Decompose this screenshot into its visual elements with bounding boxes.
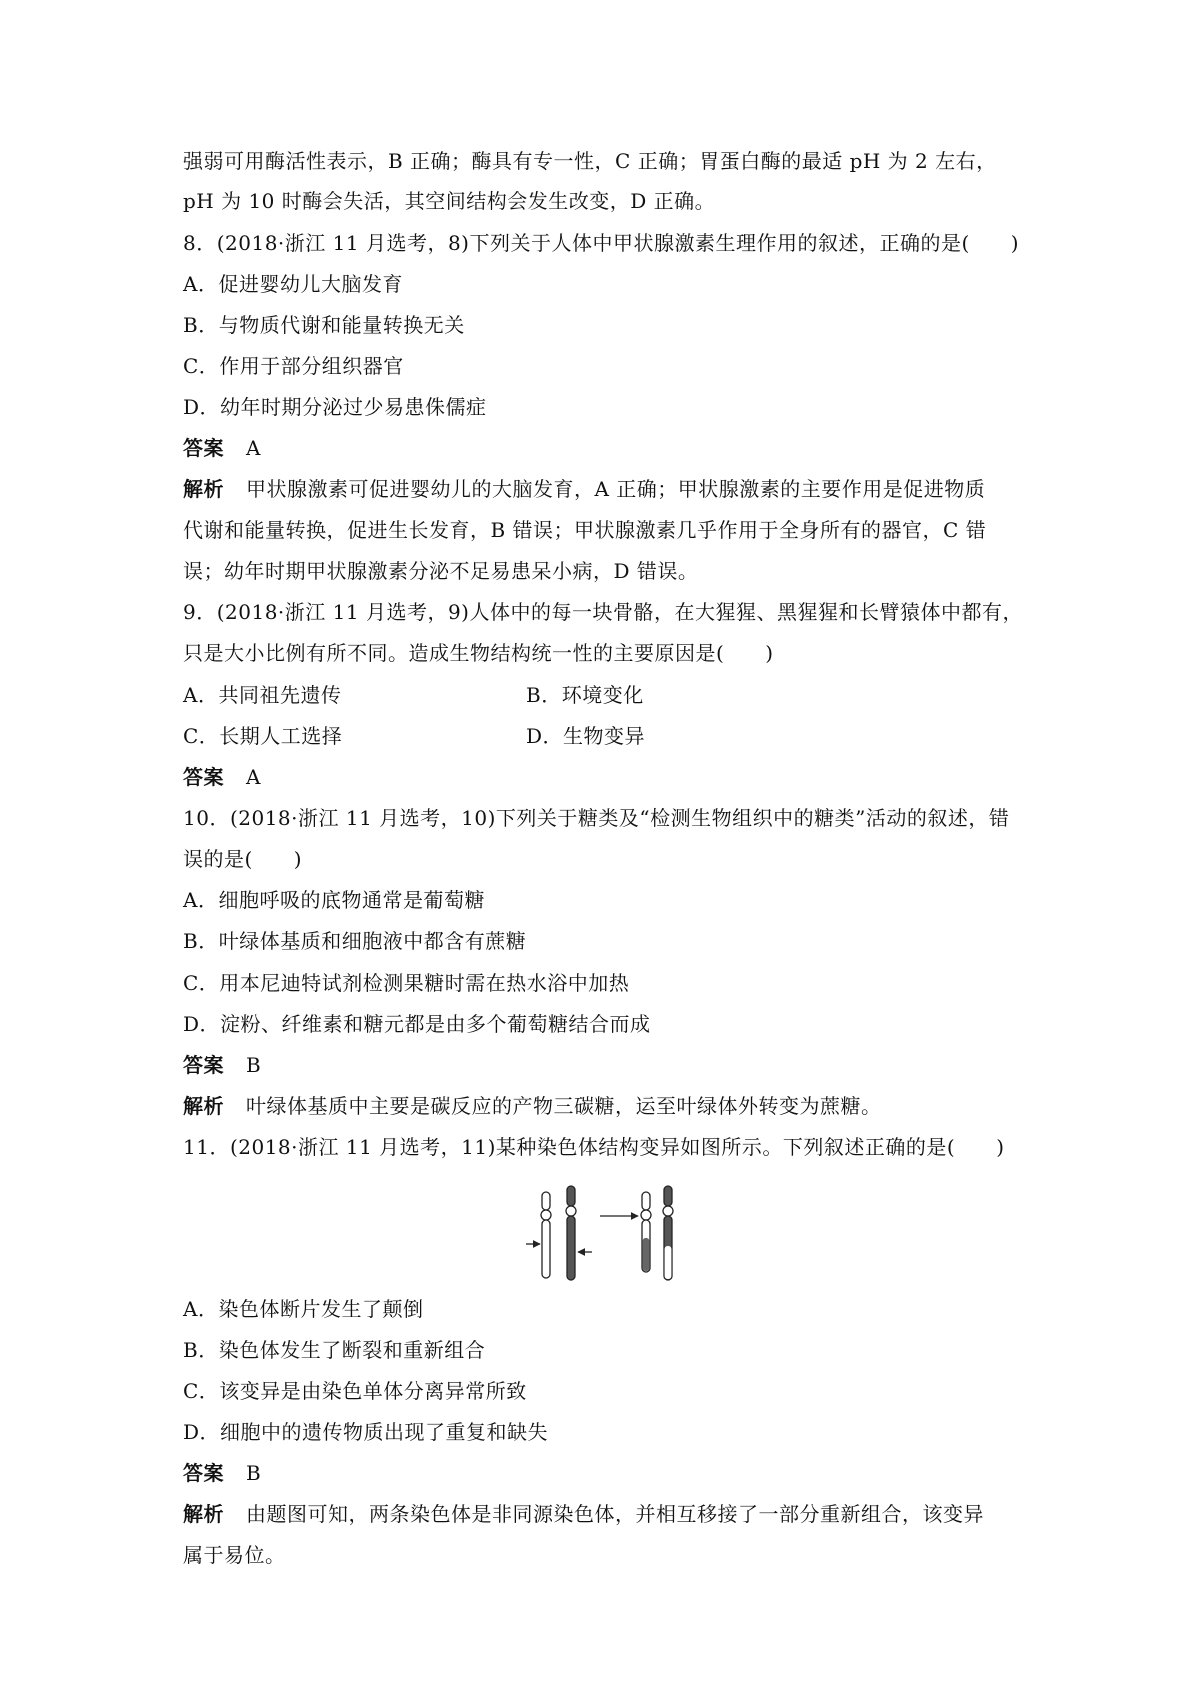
q9-answer-value: A xyxy=(246,765,261,789)
q11-option-c: C．该变异是由染色单体分离异常所致 xyxy=(183,1379,527,1403)
answer-label: 答案 xyxy=(183,436,224,460)
q9-option-d: D．生物变异 xyxy=(526,724,646,748)
analysis-label: 解析 xyxy=(183,1094,224,1118)
q8-answer-value: A xyxy=(246,436,261,460)
q11-stem: 11．(2018·浙江 11 月选考，11)某种染色体结构变异如图所示。下列叙述正确的是( ) xyxy=(183,1135,1005,1159)
q9-stem-line-1: 9．(2018·浙江 11 月选考，9)人体中的每一块骨骼，在大猩猩、黑猩猩和长臂猿体中都有， xyxy=(183,600,1023,624)
q8-analysis-line-1 xyxy=(183,476,1038,502)
q9-options-row-2 xyxy=(183,723,1038,749)
q10-answer xyxy=(183,1052,1038,1078)
q11-analysis-line-1 xyxy=(183,1501,1038,1527)
q8-stem: 8．(2018·浙江 11 月选考，8)下列关于人体中甲状腺激素生理作用的叙述，正确的是( ) xyxy=(183,231,1020,255)
q9-options-row-1 xyxy=(183,682,1038,708)
answer-label: 答案 xyxy=(183,765,224,789)
q10-option-b: B．叶绿体基质和细胞液中都含有蔗糖 xyxy=(183,929,527,953)
q10-stem-line-1: 10．(2018·浙江 11 月选考，10)下列关于糖类及“检测生物组织中的糖类”活动的叙述，错 xyxy=(183,806,1010,830)
q10-analysis-text-1: 叶绿体基质中主要是碳反应的产物三碳糖，运至叶绿体外转变为蔗糖。 xyxy=(246,1094,882,1118)
intro-line-1: 强弱可用酶活性表示，B 正确；酶具有专一性，C 正确；胃蛋白酶的最适 pH 为 2 左右， xyxy=(183,149,997,173)
q11-answer xyxy=(183,1460,1038,1486)
q11-option-a: A．染色体断片发生了颠倒 xyxy=(183,1297,424,1321)
q8-option-d: D．幼年时期分泌过少易患侏儒症 xyxy=(183,395,487,419)
q11-answer-value: B xyxy=(246,1461,262,1485)
q8-analysis-line-3: 误；幼年时期甲状腺激素分泌不足易患呆小病，D 错误。 xyxy=(183,559,699,583)
answer-label: 答案 xyxy=(183,1461,224,1485)
q9-option-c: C．长期人工选择 xyxy=(183,724,343,748)
q9-option-a: A．共同祖先遗传 xyxy=(183,683,342,707)
q11-analysis-text-1: 由题图可知，两条染色体是非同源染色体，并相互移接了一部分重新组合，该变异 xyxy=(246,1502,984,1526)
q8-analysis-text-1: 甲状腺激素可促进婴幼儿的大脑发育，A 正确；甲状腺激素的主要作用是促进物质 xyxy=(246,477,986,501)
q10-analysis-line-1 xyxy=(183,1093,1038,1119)
q10-option-a: A．细胞呼吸的底物通常是葡萄糖 xyxy=(183,888,485,912)
q9-option-b: B．环境变化 xyxy=(526,683,644,707)
q8-option-a: A．促进婴幼儿大脑发育 xyxy=(183,272,403,296)
q8-option-b: B．与物质代谢和能量转换无关 xyxy=(183,313,465,337)
q10-option-d: D．淀粉、纤维素和糖元都是由多个葡萄糖结合而成 xyxy=(183,1012,651,1036)
chromosome-translocation-figure xyxy=(520,1184,710,1284)
analysis-label: 解析 xyxy=(183,477,224,501)
gray-chromosome-after xyxy=(663,1186,673,1280)
q10-answer-value: B xyxy=(246,1053,262,1077)
q9-answer xyxy=(183,764,1038,790)
q11-option-b: B．染色体发生了断裂和重新组合 xyxy=(183,1338,486,1362)
q11-option-d: D．细胞中的遗传物质出现了重复和缺失 xyxy=(183,1420,549,1444)
q8-answer xyxy=(183,435,1038,461)
gray-chromosome-before xyxy=(566,1186,576,1280)
white-chromosome-after xyxy=(641,1192,651,1272)
q10-option-c: C．用本尼迪特试剂检测果糖时需在热水浴中加热 xyxy=(183,971,630,995)
q8-analysis-line-2: 代谢和能量转换，促进生长发育，B 错误；甲状腺激素几乎作用于全身所有的器官，C 错 xyxy=(183,518,987,542)
q11-analysis-line-2: 属于易位。 xyxy=(183,1543,286,1567)
q10-stem-line-2: 误的是( ) xyxy=(183,847,303,871)
q8-option-c: C．作用于部分组织器官 xyxy=(183,354,404,378)
intro-line-2: pH 为 10 时酶会失活，其空间结构会发生改变，D 正确。 xyxy=(183,189,716,213)
q9-stem-line-2: 只是大小比例有所不同。造成生物结构统一性的主要原因是( ) xyxy=(183,641,774,665)
analysis-label: 解析 xyxy=(183,1502,224,1526)
white-chromosome-before xyxy=(541,1192,551,1278)
answer-label: 答案 xyxy=(183,1053,224,1077)
